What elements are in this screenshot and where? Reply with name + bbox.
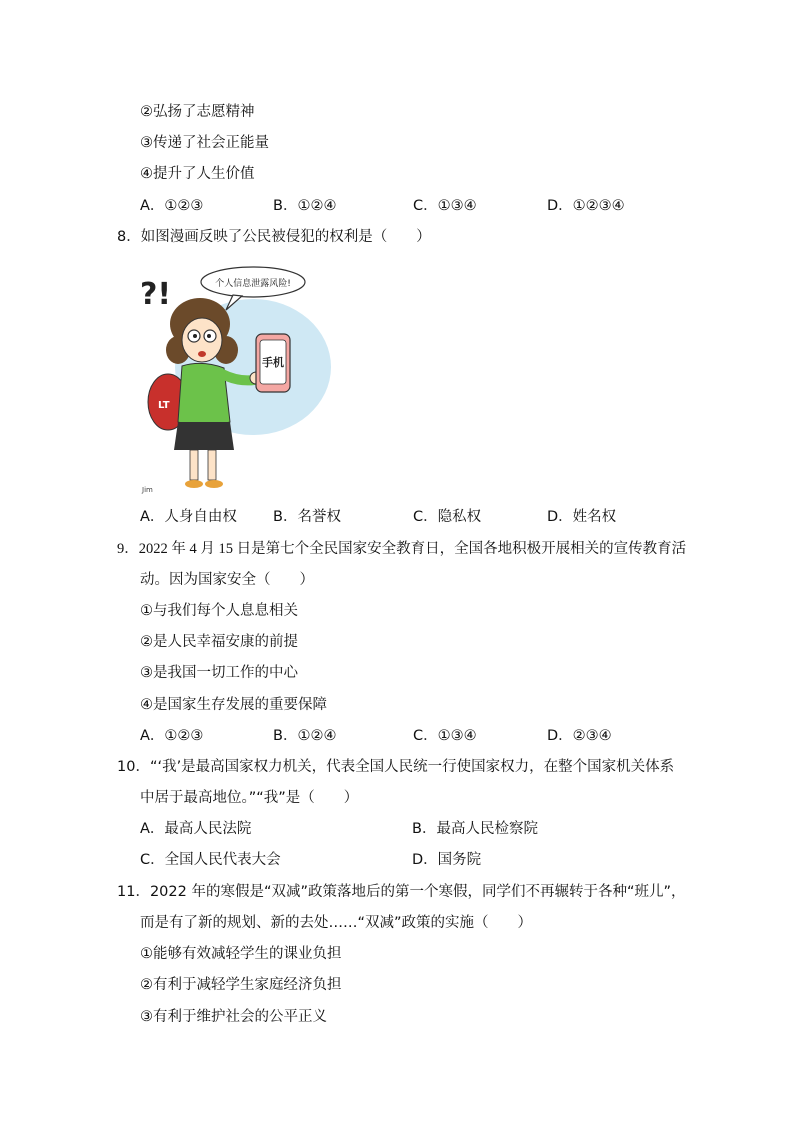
skirt bbox=[174, 422, 234, 450]
q11-item-3: ③有利于维护社会的公平正义 bbox=[140, 1009, 327, 1025]
cartoon-illustration bbox=[138, 262, 338, 497]
q7-option-c[interactable]: C．①③④ bbox=[413, 198, 477, 214]
q9-item-1: ①与我们每个人息息相关 bbox=[140, 603, 298, 619]
q8-option-c[interactable]: C．隐私权 bbox=[413, 509, 482, 525]
q9-item-3: ③是我国一切工作的中心 bbox=[140, 665, 298, 681]
q9-item-4: ④是国家生存发展的重要保障 bbox=[140, 697, 327, 713]
q10-stem-line1: 10．“‘我’是最高国家权力机关，代表全国人民统一行使国家权力，在整个国家机关体系 bbox=[117, 759, 675, 775]
backpack-label: LT bbox=[158, 400, 170, 411]
q9-option-d[interactable]: D．②③④ bbox=[547, 728, 612, 744]
phone-label: 手机 bbox=[262, 356, 284, 369]
q7-option-b[interactable]: B．①②④ bbox=[273, 198, 337, 214]
q9-item-2: ②是人民幸福安康的前提 bbox=[140, 634, 298, 650]
q9-stem-line2: 动。因为国家安全（ ） bbox=[140, 572, 314, 588]
q7-option-a[interactable]: A．①②③ bbox=[140, 198, 204, 214]
q9-option-c[interactable]: C．①③④ bbox=[413, 728, 477, 744]
speech-text: 个人信息泄露风险! bbox=[215, 279, 291, 289]
q7-item-4: ④提升了人生价值 bbox=[140, 166, 255, 182]
privacy-cartoon bbox=[138, 262, 338, 497]
q7-option-d[interactable]: D．①②③④ bbox=[547, 198, 625, 214]
q10-option-c[interactable]: C．全国人民代表大会 bbox=[140, 852, 281, 868]
q11-item-1: ①能够有效减轻学生的课业负担 bbox=[140, 946, 342, 962]
q9-stem-line1: 9．2022 年 4 月 15 日是第七个全民国家安全教育日，全国各地积极开展相关的宣传教育活 bbox=[117, 541, 687, 557]
q10-stem-line2: 中居于最高地位。”“我”是（ ） bbox=[140, 790, 359, 806]
surprise-marks: ?! bbox=[140, 277, 172, 312]
q10-option-d[interactable]: D．国务院 bbox=[412, 852, 482, 868]
q8-option-a[interactable]: A．人身自由权 bbox=[140, 509, 237, 525]
q9-option-b[interactable]: B．①②④ bbox=[273, 728, 337, 744]
q8-option-d[interactable]: D．姓名权 bbox=[547, 509, 617, 525]
q8-stem: 8．如图漫画反映了公民被侵犯的权利是（ ） bbox=[117, 229, 431, 245]
q11-stem-line2: 而是有了新的规划、新的去处……“双减”政策的实施（ ） bbox=[140, 915, 533, 931]
q11-item-2: ②有利于减轻学生家庭经济负担 bbox=[140, 977, 342, 993]
q9-option-a[interactable]: A．①②③ bbox=[140, 728, 204, 744]
q8-option-b[interactable]: B．名誉权 bbox=[273, 509, 341, 525]
q11-stem-line1: 11．2022 年的寒假是“双减”政策落地后的第一个寒假，同学们不再辗转于各种“班儿”， bbox=[117, 884, 686, 900]
artist-signature: Jim bbox=[142, 486, 153, 494]
q7-item-3: ③传递了社会正能量 bbox=[140, 135, 269, 151]
q10-option-b[interactable]: B．最高人民检察院 bbox=[412, 821, 538, 837]
q7-item-2: ②弘扬了志愿精神 bbox=[140, 104, 255, 120]
q10-option-a[interactable]: A．最高人民法院 bbox=[140, 821, 252, 837]
